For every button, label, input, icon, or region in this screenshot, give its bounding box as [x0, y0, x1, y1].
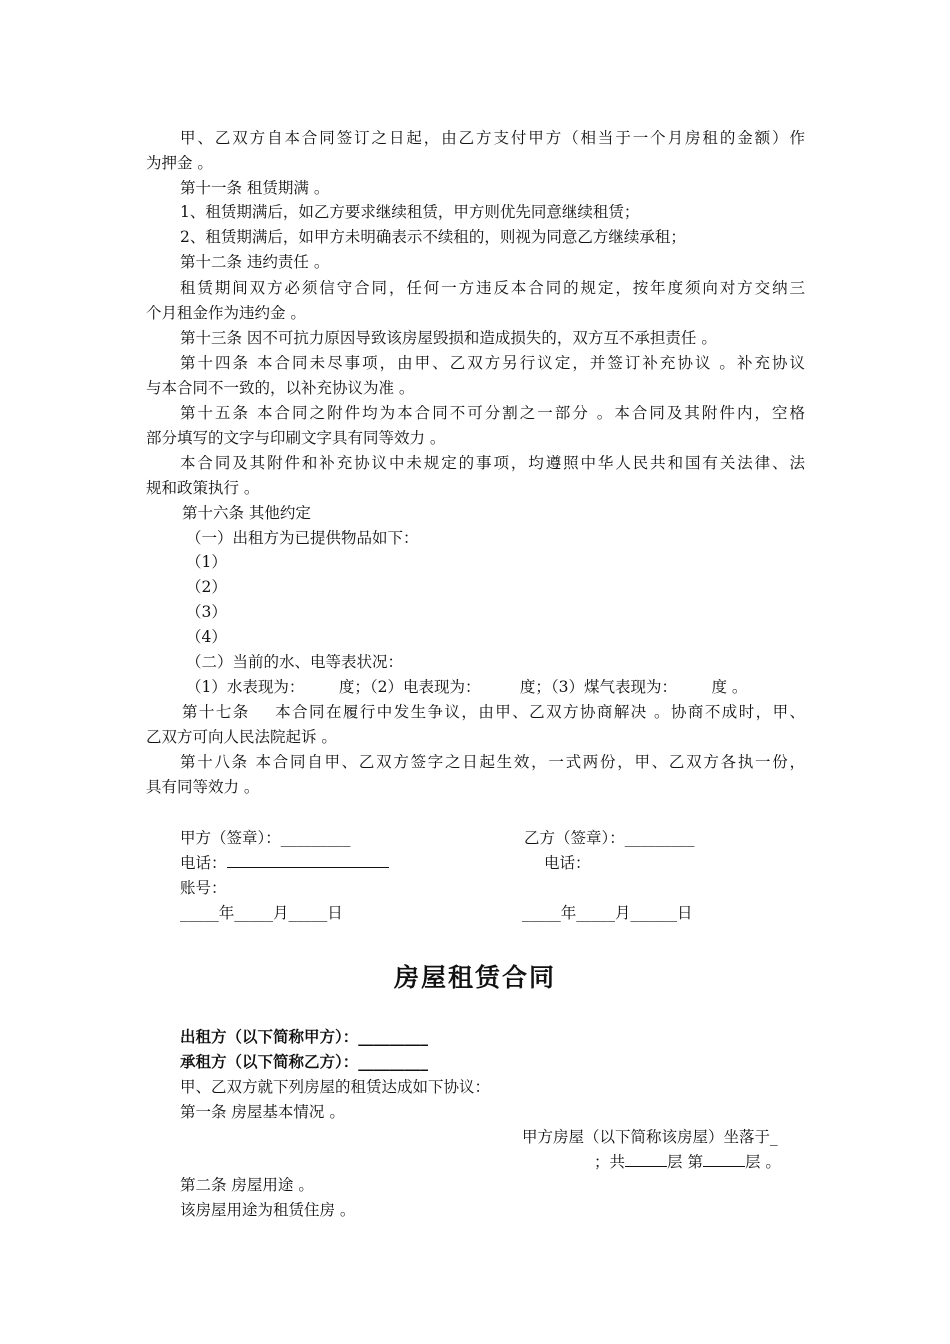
property-usage: 该房屋用途为租赁住房 。	[180, 1201, 356, 1219]
meter-readings: （1）水表现为： 度；（2）电表现为： 度；（3）煤气表现为： 度 。	[186, 678, 748, 696]
article-11-item-1: 1、租赁期满后，如乙方要求继续租赁，甲方则优先同意继续租赁；	[180, 203, 640, 221]
lessee-field: 承租方（以下简称乙方）：_________	[180, 1052, 429, 1071]
property-floors-row	[594, 1152, 781, 1172]
floor-number-blank	[703, 1152, 745, 1167]
party-a-phone-blank	[227, 853, 389, 868]
article-18-line2: 具有同等效力 。	[146, 778, 260, 796]
party-a-date: _____年_____月_____日	[180, 904, 343, 922]
party-b-phone-label: 电话：	[544, 854, 591, 872]
party-a-account-label: 账号：	[180, 879, 227, 897]
deposit-clause-line1: 甲、乙双方自本合同签订之日起，由乙方支付甲方（相当于一个月房租的金额）作	[180, 129, 805, 147]
party-a-signature: 甲方（签章）：_________	[180, 829, 351, 847]
provided-item-2: （2）	[186, 578, 227, 596]
article-17-line1: 第十七条 本合同在履行中发生争议，由甲、乙双方协商解决 。协商不成时，甲、	[182, 703, 805, 721]
party-a-phone-row	[180, 853, 389, 873]
provided-item-1: （1）	[186, 553, 227, 571]
applicable-law-line1: 本合同及其附件和补充协议中未规定的事项，均遵照中华人民共和国有关法律、法	[180, 454, 805, 472]
article-11-item-2: 2、租赁期满后，如甲方未明确表示不续租的，则视为同意乙方继续承租；	[180, 228, 686, 246]
article-18-line1: 第十八条 本合同自甲、乙双方签字之日起生效，一式两份，甲、乙双方各执一份，	[180, 753, 805, 771]
deposit-clause-line2: 为押金 。	[146, 154, 213, 172]
article-14-line2: 与本合同不一致的，以补充协议为准 。	[146, 379, 415, 397]
total-floors-blank	[625, 1152, 667, 1167]
provided-item-3: （3）	[186, 603, 227, 621]
article-16-heading: 第十六条 其他约定	[182, 504, 311, 522]
article-15-line1: 第十五条 本合同之附件均为本合同不可分割之一部分 。本合同及其附件内，空格	[180, 404, 805, 422]
article-16-meter-status: （二）当前的水、电等表状况：	[186, 653, 404, 671]
floors-mid: 层 第	[667, 1153, 703, 1171]
party-b-signature: 乙方（签章）：_________	[524, 829, 695, 847]
property-location: 甲方房屋（以下简称该房屋）坐落于_	[522, 1128, 778, 1146]
party-b-date: _____年_____月______日	[522, 904, 693, 922]
article-16-provided-items: （一）出租方为已提供物品如下：	[186, 529, 419, 547]
article-1-heading: 第一条 房屋基本情况 。	[180, 1103, 345, 1121]
applicable-law-line2: 规和政策执行 。	[146, 479, 260, 497]
article-2-heading: 第二条 房屋用途 。	[180, 1176, 314, 1194]
article-17-line2: 乙双方可向人民法院起诉 。	[146, 728, 337, 746]
party-a-phone-label: 电话：	[180, 854, 227, 872]
floors-prefix: ；共	[594, 1153, 626, 1171]
article-11-heading: 第十一条 租赁期满 。	[180, 179, 330, 197]
agreement-intro: 甲、乙双方就下列房屋的租赁达成如下协议：	[180, 1078, 491, 1096]
floors-suffix: 层 。	[744, 1153, 781, 1171]
article-14-line1: 第十四条 本合同未尽事项，由甲、乙双方另行议定，并签订补充协议 。补充协议	[180, 354, 805, 372]
article-12-heading: 第十二条 违约责任 。	[180, 253, 330, 271]
contract-title: 房屋租赁合同	[393, 963, 556, 992]
article-15-line2: 部分填写的文字与印刷文字具有同等效力 。	[146, 429, 446, 447]
article-12-text-line1: 租赁期间双方必须信守合同，任何一方违反本合同的规定，按年度须向对方交纳三	[180, 279, 805, 297]
lessor-field: 出租方（以下简称甲方）：_________	[180, 1027, 429, 1046]
article-13-text: 第十三条 因不可抗力原因导致该房屋毁损和造成损失的，双方互不承担责任 。	[180, 329, 717, 347]
article-12-text-line2: 个月租金作为违约金 。	[146, 304, 306, 322]
provided-item-4: （4）	[186, 628, 227, 646]
